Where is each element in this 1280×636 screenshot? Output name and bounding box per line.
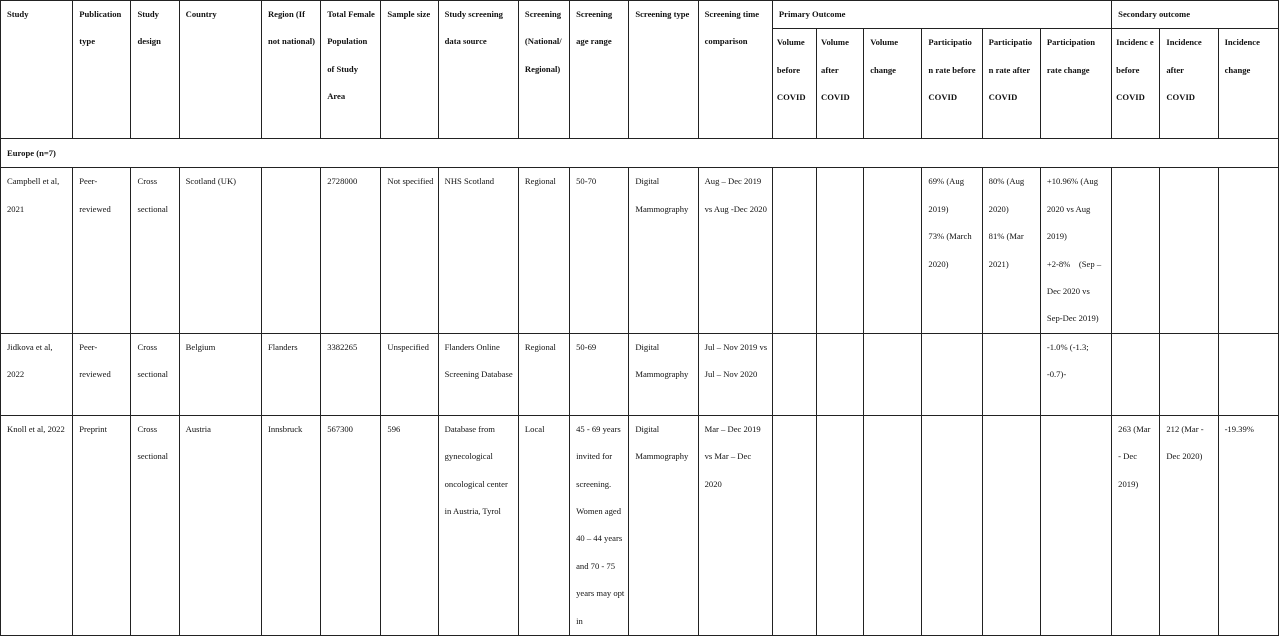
participation-change-value: +2-8% (Sep – Dec 2020 vs Sep-Dec 2019) xyxy=(1046,258,1104,324)
cell-screening-level: Regional xyxy=(518,333,569,415)
cell-volume-change xyxy=(864,333,922,415)
cell-participation-change xyxy=(1040,333,1111,415)
header-incidence-change: Incidence change xyxy=(1218,29,1278,139)
participation-after-value: 80% (Aug 2020) xyxy=(988,176,1025,214)
participation-change-value: -1.0% (-1.3; -0.7)- xyxy=(1046,341,1089,380)
cell-study-design: Cross sectional xyxy=(131,333,179,415)
cell-data-source: Flanders Online Screening Database xyxy=(438,333,518,415)
table-row xyxy=(1,168,1279,333)
cell-sample-size: Not specified xyxy=(381,168,438,333)
cell-data-source: NHS Scotland xyxy=(438,168,518,333)
cell-participation-after xyxy=(982,333,1040,415)
cell-study-design: Cross sectional xyxy=(131,415,179,635)
table-row xyxy=(1,415,1279,635)
cell-study: Knoll et al, 2022 xyxy=(1,415,73,635)
header-secondary-outcome: Secondary outcome xyxy=(1112,1,1279,29)
cell-incidence-before xyxy=(1112,333,1160,415)
header-country: Country xyxy=(179,1,261,139)
header-participation-change: Participation rate change xyxy=(1040,29,1111,139)
header-row-1 xyxy=(1,1,1279,29)
cell-population: 2728000 xyxy=(321,168,381,333)
cell-participation-change xyxy=(1040,168,1111,333)
cell-screening-type: Digital Mammography xyxy=(629,415,698,635)
region-label: Europe (n=7) xyxy=(1,139,1279,168)
participation-before-value: 69% (Aug 2019) xyxy=(928,176,964,214)
cell-incidence-change xyxy=(1218,168,1278,333)
cell-region: Innsbruck xyxy=(261,415,320,635)
cell-incidence-before xyxy=(1112,168,1160,333)
cell-screening-level: Regional xyxy=(518,168,569,333)
cell-participation-before xyxy=(922,333,982,415)
cell-volume-after xyxy=(817,333,864,415)
cell-region xyxy=(261,168,320,333)
cell-incidence-after xyxy=(1160,333,1218,415)
cell-screening-type: Digital Mammography xyxy=(629,168,698,333)
cell-sample-size: Unspecified xyxy=(381,333,438,415)
cell-participation-after xyxy=(982,415,1040,635)
cell-time-comparison: Jul – Nov 2019 vs Jul – Nov 2020 xyxy=(698,333,772,415)
header-region: Region (If not national) xyxy=(261,1,320,139)
header-data-source: Study screening data source xyxy=(438,1,518,139)
cell-publication-type: Peer-reviewed xyxy=(73,333,131,415)
cell-publication-type: Peer-reviewed xyxy=(73,168,131,333)
participation-change-value: +10.96% (Aug 2020 vs Aug 2019) xyxy=(1046,176,1099,242)
cell-volume-before xyxy=(772,333,816,415)
cell-participation-change xyxy=(1040,415,1111,635)
cell-country: Belgium xyxy=(179,333,261,415)
header-time-comparison: Screening time comparison xyxy=(698,1,772,139)
header-primary-outcome: Primary Outcome xyxy=(772,1,1111,29)
cell-screening-level: Local xyxy=(518,415,569,635)
cell-population: 567300 xyxy=(321,415,381,635)
cell-incidence-change: -19.39% xyxy=(1218,415,1278,635)
cell-volume-after xyxy=(817,168,864,333)
cell-volume-before xyxy=(772,415,816,635)
cell-participation-before xyxy=(922,168,982,333)
header-participation-after: Participatio n rate after COVID xyxy=(982,29,1040,139)
participation-before-value: 73% (March 2020) xyxy=(928,231,972,269)
cell-time-comparison: Aug – Dec 2019 vs Aug -Dec 2020 xyxy=(698,168,772,333)
cell-population: 3382265 xyxy=(321,333,381,415)
cell-incidence-before: 263 (Mar - Dec 2019) xyxy=(1112,415,1160,635)
cell-sample-size: 596 xyxy=(381,415,438,635)
cell-screening-type: Digital Mammography xyxy=(629,333,698,415)
cell-participation-before xyxy=(922,415,982,635)
cell-data-source: Database from gynecological oncological center in Austria, Tyrol xyxy=(438,415,518,635)
header-screening-type: Screening type xyxy=(629,1,698,139)
header-study: Study xyxy=(1,1,73,139)
cell-incidence-after xyxy=(1160,168,1218,333)
header-total-female-population: Total Female Population of Study Area xyxy=(321,1,381,139)
header-sample-size: Sample size xyxy=(381,1,438,139)
cell-volume-after xyxy=(817,415,864,635)
header-incidence-before: Incidenc e before COVID xyxy=(1112,29,1160,139)
cell-age-range: 50-69 xyxy=(570,333,629,415)
cell-participation-after xyxy=(982,168,1040,333)
header-volume-after: Volume after COVID xyxy=(817,29,864,139)
cell-time-comparison: Mar – Dec 2019 vs Mar – Dec 2020 xyxy=(698,415,772,635)
cell-incidence-change xyxy=(1218,333,1278,415)
region-row-europe xyxy=(1,139,1279,168)
header-age-range: Screening age range xyxy=(570,1,629,139)
cell-publication-type: Preprint xyxy=(73,415,131,635)
header-volume-change: Volume change xyxy=(864,29,922,139)
header-study-design: Study design xyxy=(131,1,179,139)
cell-volume-before xyxy=(772,168,816,333)
header-publication-type: Publication type xyxy=(73,1,131,139)
cell-volume-change xyxy=(864,168,922,333)
participation-after-value: 81% (Mar 2021) xyxy=(988,231,1024,269)
header-participation-before: Participatio n rate before COVID xyxy=(922,29,982,139)
table-row xyxy=(1,333,1279,415)
cell-age-range: 50-70 xyxy=(570,168,629,333)
cell-region: Flanders xyxy=(261,333,320,415)
cell-volume-change xyxy=(864,415,922,635)
cell-country: Scotland (UK) xyxy=(179,168,261,333)
cell-country: Austria xyxy=(179,415,261,635)
cell-study: Campbell et al, 2021 xyxy=(1,168,73,333)
cell-incidence-after: 212 (Mar - Dec 2020) xyxy=(1160,415,1218,635)
header-incidence-after: Incidence after COVID xyxy=(1160,29,1218,139)
cell-study-design: Cross sectional xyxy=(131,168,179,333)
cell-age-range: 45 - 69 years invited for screening. Women aged 40 – 44 years and 70 - 75 years may opt in xyxy=(570,415,629,635)
cell-study: Jidkova et al, 2022 xyxy=(1,333,73,415)
header-screening-level: Screening (National/ Regional) xyxy=(518,1,569,139)
header-volume-before: Volume before COVID xyxy=(772,29,816,139)
